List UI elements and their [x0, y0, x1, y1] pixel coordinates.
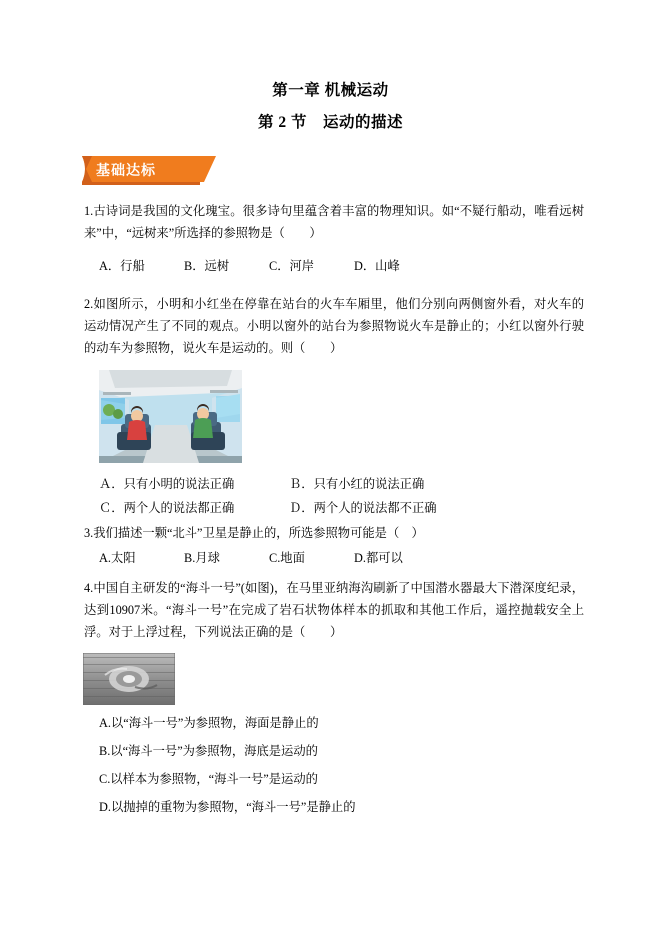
question-2-text: 2.如图所示，小明和小红坐在停靠在站台的火车车厢里，他们分别向两侧窗外看，对火车的运动情况产生了不同的观点。小明以窗外的站台为参照物说火车是静止的；小红以窗外行驶的动车为参照物，说火车是运动的。则（ ） [84, 297, 584, 355]
q4-option-c[interactable]: C.以样本为参照物，“海斗一号”是运动的 [99, 772, 318, 786]
question-2-options-row-1 [99, 473, 424, 495]
haidou-submersible-photo [83, 653, 175, 705]
q3-option-d[interactable]: D.都可以 [354, 551, 403, 565]
q1-option-d[interactable]: D．山峰 [354, 259, 400, 273]
q2-option-a[interactable]: Ａ．只有小明的说法正确 [99, 477, 235, 491]
q3-option-c[interactable]: C.地面 [269, 551, 305, 565]
train-carriage-illustration [99, 370, 242, 463]
q1-option-b[interactable]: B．远树 [184, 259, 230, 273]
q1-option-a[interactable]: A．行船 [99, 259, 145, 273]
question-2-options-row-2 [99, 497, 437, 519]
q4-option-b[interactable]: B.以“海斗一号”为参照物，海底是运动的 [99, 744, 318, 758]
q2-option-c[interactable]: Ｃ．两个人的说法都正确 [99, 501, 235, 515]
question-1-text: 1.古诗词是我国的文化瑰宝。很多诗句里蕴含着丰富的物理知识。如“不疑行船动，唯看远树来”中，“远树来”所选择的参照物是（ ） [84, 204, 584, 240]
section-banner [82, 152, 216, 186]
question-1-options [99, 255, 400, 277]
q2-option-d[interactable]: Ｄ．两个人的说法都不正确 [289, 501, 437, 515]
q4-option-d[interactable]: D.以抛掉的重物为参照物，“海斗一号”是静止的 [99, 800, 356, 814]
question-3-text: 3.我们描述一颗“北斗”卫星是静止的，所选参照物可能是（ ） [84, 526, 424, 540]
banner-label: 基础达标 [96, 164, 156, 179]
section-title: 第 2 节 运动的描述 [257, 114, 403, 131]
q2-option-b[interactable]: Ｂ．只有小红的说法正确 [289, 477, 425, 491]
q1-option-c[interactable]: C．河岸 [269, 259, 315, 273]
chapter-title: 第一章 机械运动 [272, 82, 389, 99]
question-3-options [99, 547, 403, 569]
q4-option-a[interactable]: A.以“海斗一号”为参照物，海面是静止的 [99, 716, 319, 730]
q3-option-a[interactable]: A.太阳 [99, 551, 136, 565]
question-4-text: 4.中国自主研发的“海斗一号”(如图)，在马里亚纳海沟刷新了中国潜水器最大下潜深度纪录，达到10907米。“海斗一号”在完成了岩石状物体样本的抓取和其他工作后，遥控抛载安全上浮。对于上浮过程，下列说法正确的是（ ） [84, 581, 584, 639]
q3-option-b[interactable]: B.月球 [184, 551, 220, 565]
